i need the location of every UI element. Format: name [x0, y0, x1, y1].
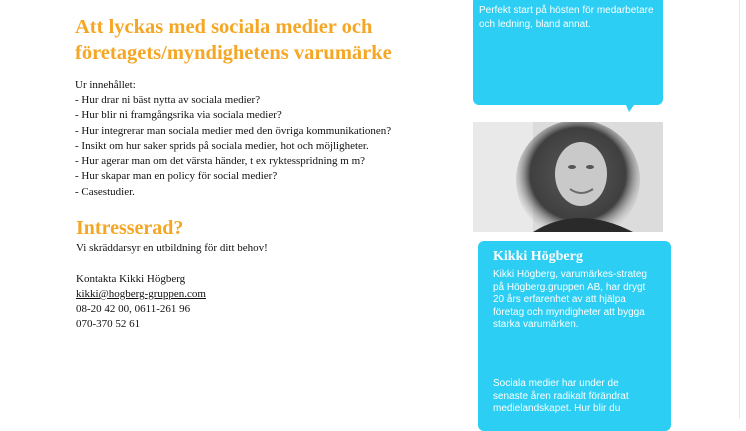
content-list: [75, 93, 391, 200]
portrait-photo: [473, 122, 663, 232]
speech-bubble-tail: [623, 98, 639, 112]
interest-heading: Intresserad?: [76, 217, 184, 239]
list-item: - Casestudier.: [75, 185, 135, 198]
list-item: - Hur agerar man om det värsta händer, t ex ryktesspridning m m?: [75, 155, 366, 168]
list-item: - Hur integrerar man sociala medier med den övriga kommunikationen?: [75, 124, 392, 137]
content-label: Ur innehållet:: [75, 79, 136, 91]
bio-text-continued: Sociala medier har under de senaste åren radikalt förändrat medielandskapet. Hur blir du: [493, 378, 629, 414]
list-item: - Hur drar ni bäst nytta av sociala medier?: [75, 94, 261, 106]
portrait-image: [473, 122, 663, 232]
contact-block: [76, 272, 206, 332]
page-edge: [739, 0, 740, 419]
bio-text: Kikki Högberg, varumärkes-strateg på Högberg.gruppen AB, har drygt 20 års erfarenhet av att hjälpa företag och myndigheter att bygga starka varumärken.: [493, 269, 647, 330]
list-item: - Hur skapar man en policy för social medier?: [75, 170, 278, 183]
phone-numbers: 08-20 42 00, 0611-261 96: [76, 303, 191, 315]
contact-label: Kontakta Kikki Högberg: [76, 273, 186, 285]
email-link[interactable]: kikki@hogberg-gruppen.com: [76, 288, 206, 300]
page-title: Att lyckas med sociala medier och företagets/myndighetens varumärke: [75, 16, 392, 64]
interest-text: Vi skräddarsyr en utbildning för ditt behov!: [76, 242, 268, 254]
mobile-number: 070-370 52 61: [76, 318, 141, 330]
list-item: - Insikt om hur saker sprids på sociala medier, hot och möjligheter.: [75, 139, 369, 152]
list-item: - Hur blir ni framgångsrika via sociala medier?: [75, 109, 282, 122]
bio-name: Kikki Högberg: [493, 249, 583, 264]
bubble-top-text: Perfekt start på hösten för medarbetare och ledning, bland annat.: [479, 5, 654, 30]
